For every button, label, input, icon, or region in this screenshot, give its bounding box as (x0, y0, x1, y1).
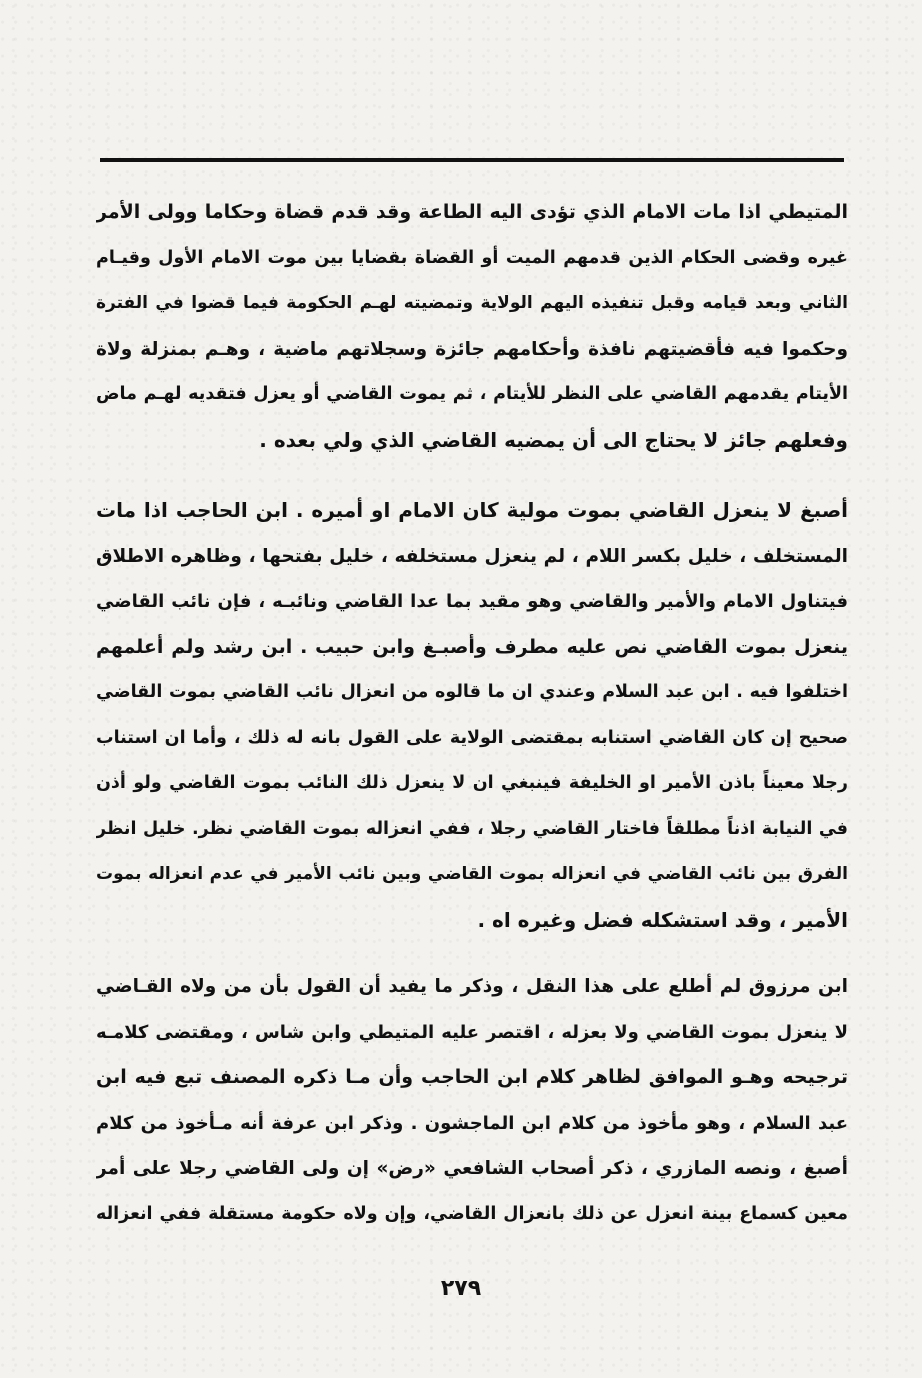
text-line: فيتناول الامام والأمير والقاضي وهو مقيد بما عدا القاضي ونائبـه ، فإن نائب القاضي (96, 591, 848, 612)
text-line: عبد السلام ، وهو مأخوذ من كلام ابن الماجشون . وذكر ابن عرفة أنه مـأخوذ من كلام (96, 1112, 848, 1134)
text-line: رجلا معيناً باذن الأمير او الخليفة فينبغي ان لا ينعزل ذلك النائب بموت القاضي ولو أذن (96, 773, 848, 793)
page-number: ٢٧٩ (440, 1276, 482, 1301)
text-line: الأيتام يقدمهم القاضي على النظر للأيتام ، ثم يموت القاضي أو يعزل فتقديه لهـم ماض (96, 384, 848, 404)
text-line: ترجيحه وهـو الموافق لظاهر كلام ابن الحاجب وأن مـا ذكره المصنف تبع فيه ابن (96, 1066, 848, 1088)
text-line: لا ينعزل بموت القاضي ولا بعزله ، اقتصر عليه المتيطي وابن شاس ، ومقتضى كلامـه (96, 1021, 848, 1043)
text-line: الثاني وبعد قيامه وقبل تنفيذه اليهم الولاية وتمضيته لهـم الحكومة فيما قضوا في الفترة (96, 293, 848, 313)
text-line: معين كسماع بينة انعزل عن ذلك بانعزال القاضي، وإن ولاه حكومة مستقلة ففي انعزاله (96, 1203, 848, 1224)
text-line: في النيابة اذناً مطلقاً فاختار القاضي رجلا ، ففي انعزاله بموت القاضي نظر. خليل انظر (96, 818, 848, 839)
text-line: الفرق بين نائب القاضي في انعزاله بموت القاضي وبين نائب الأمير في عدم انعزاله بموت (96, 864, 848, 884)
header-rule (100, 158, 844, 162)
text-line: الأمير ، وقد استشكله فضل وغيره اه . (477, 907, 848, 932)
text-line: صحيح إن كان القاضي استنابه بمقتضى الولاية على القول بانه له ذلك ، وأما ان استناب (96, 727, 848, 748)
text-line: ينعزل بموت القاضي نص عليه مطرف وأصبـغ وابن حبيب . ابن رشد ولم أعلمهم (96, 635, 848, 658)
text-line: اختلفوا فيه . ابن عبد السلام وعندي ان ما قالوه من انعزال نائب القاضي بموت القاضي (96, 682, 848, 702)
text-line: غيره وقضى الحكام الذين قدمهم الميت أو القضاة بقضايا بين موت الامام الأول وقيـام (96, 247, 848, 268)
text-line: المستخلف ، خليل بكسر اللام ، لم ينعزل مستخلفه ، خليل بفتحها ، وظاهره الاطلاق (96, 545, 848, 567)
text-line: المتيطي اذا مات الامام الذي تؤدى اليه الطاعة وقد قدم قضاة وحكاما وولى الأمر (96, 201, 848, 223)
paragraph-3 (96, 964, 848, 1237)
text-line: وفعلهم جائز لا يحتاج الى أن يمضيه القاضي الذي ولي بعده . (259, 427, 848, 452)
paragraph-2 (96, 488, 848, 943)
text-line: ابن مرزوق لم أطلع على هذا النقل ، وذكر ما يفيد أن القول بأن من ولاه القـاضي (96, 976, 848, 997)
paragraph-1 (96, 190, 848, 463)
text-line: أصبغ لا ينعزل القاضي بموت مولية كان الامام او أميره . ابن الحاجب اذا مات (96, 498, 848, 522)
text-line: وحكموا فيه فأقضيتهم نافذة وأحكامهم جائزة وسجلاتهم ماضية ، وهـم بمنزلة ولاة (96, 338, 848, 360)
text-line: أصبغ ، ونصه المازري ، ذكر أصحاب الشافعي «رض» إن ولى القاضي رجلا على أمر (96, 1158, 848, 1179)
